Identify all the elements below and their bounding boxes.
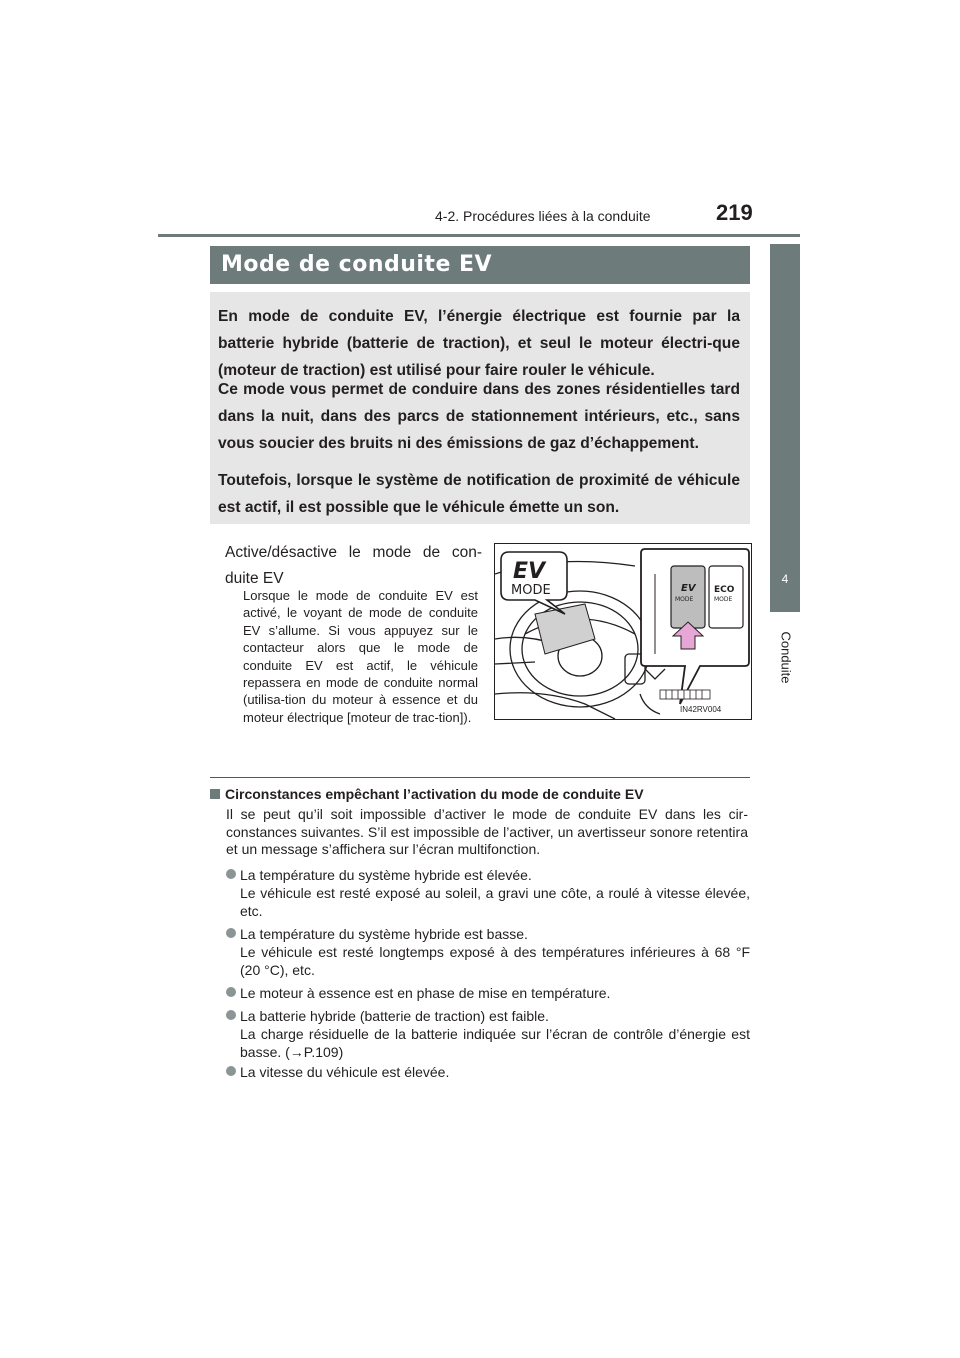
note-intro: Il se peut qu’il soit impossible d’activer le mode de conduite EV dans les cir-constances suivantes. S’il est impossible de l’activer, un avertisseur sonore retentira et un message s’affichera sur l’écran multifonction. bbox=[226, 806, 748, 857]
section-title: Mode de conduite EV bbox=[221, 252, 493, 277]
circle-bullet-icon bbox=[226, 1066, 236, 1076]
circle-bullet-icon bbox=[226, 869, 236, 879]
circle-bullet-icon bbox=[226, 1010, 236, 1020]
header-rule bbox=[158, 234, 800, 237]
dashboard-drawing bbox=[495, 544, 751, 719]
square-bullet-icon bbox=[210, 789, 220, 799]
ev-mode-switch-illustration bbox=[494, 543, 752, 720]
chapter-number: 4 bbox=[781, 572, 789, 586]
switch-panel-icon bbox=[660, 690, 710, 699]
list-item-text: La vitesse du véhicule est élevée. bbox=[240, 1064, 450, 1080]
chapter-label-container bbox=[776, 620, 796, 700]
list-item-text: La température du système hybride est basse. bbox=[240, 926, 528, 942]
switch-ev-mode-text: MODE bbox=[675, 596, 694, 603]
illustration-code: IN42RV004 bbox=[680, 705, 722, 714]
chapter-side-tab bbox=[770, 244, 800, 612]
circle-bullet-icon bbox=[226, 928, 236, 938]
list-item bbox=[226, 925, 750, 979]
circle-bullet-icon bbox=[226, 987, 236, 997]
callout-description: Lorsque le mode de conduite EV est activé, le voyant de mode de conduite EV s’allume. Si vous appuyez sur le contacteur alors que le mode de conduite EV est actif, le véhicule repassera en mode de conduite normal (utilisa-tion du moteur à essence et du moteur électrique [moteur de trac-tion]). bbox=[243, 588, 478, 725]
bubble-mode-text: MODE bbox=[511, 583, 551, 598]
list-item-detail: La charge résiduelle de la batterie indiquée sur l’écran de contrôle d’énergie est basse. (→P.109) bbox=[240, 1026, 750, 1060]
list-item-text: La batterie hybride (batterie de traction) est faible. bbox=[240, 1008, 549, 1024]
list-item bbox=[226, 1007, 750, 1061]
intro-paragraph-2: Ce mode vous permet de conduire dans des zones résidentielles tard dans la nuit, dans des parcs de stationnement intérieurs, etc., sans vous soucier des bruits ni des émissions de gaz d’échappement. bbox=[218, 381, 740, 452]
divider-rule bbox=[210, 777, 750, 778]
list-item-text: La température du système hybride est élevée. bbox=[240, 867, 532, 883]
switch-eco-mode-text: MODE bbox=[714, 596, 733, 603]
page-number: 219 bbox=[716, 200, 753, 225]
list-item bbox=[226, 1063, 750, 1081]
running-header-section: 4-2. Procédures liées à la conduite bbox=[435, 208, 651, 224]
intro-paragraph-1: En mode de conduite EV, l’énergie électrique est fournie par la batterie hybride (batterie de traction), et seul le moteur électri-que (moteur de traction) est utilisé pour faire rouler le véhicule. bbox=[218, 308, 740, 379]
switch-ev-text: EV bbox=[681, 583, 696, 594]
intro-paragraph-3: Toutefois, lorsque le système de notification de proximité de véhicule est actif, il est possible que le véhicule émette un son. bbox=[218, 472, 740, 516]
list-item bbox=[226, 866, 750, 920]
list-item-detail: Le véhicule est resté longtemps exposé à des températures inférieures à 68 °F (20 °C), etc. bbox=[240, 944, 750, 978]
list-item-text: Le moteur à essence est en phase de mise en température. bbox=[240, 985, 611, 1001]
bubble-ev-text: EV bbox=[513, 559, 546, 584]
zoom-callout bbox=[641, 549, 749, 704]
list-item-detail: Le véhicule est resté exposé au soleil, a gravi une côte, a roulé à vitesse élevée, etc. bbox=[240, 885, 750, 919]
chapter-label: Conduite bbox=[778, 631, 794, 684]
note-heading bbox=[210, 786, 644, 802]
note-heading-text: Circonstances empêchant l’activation du mode de conduite EV bbox=[225, 786, 644, 802]
list-item bbox=[226, 984, 750, 1002]
callout-title: Active/désactive le mode de con-duite EV bbox=[225, 544, 482, 587]
switch-eco-text: ECO bbox=[714, 585, 735, 595]
